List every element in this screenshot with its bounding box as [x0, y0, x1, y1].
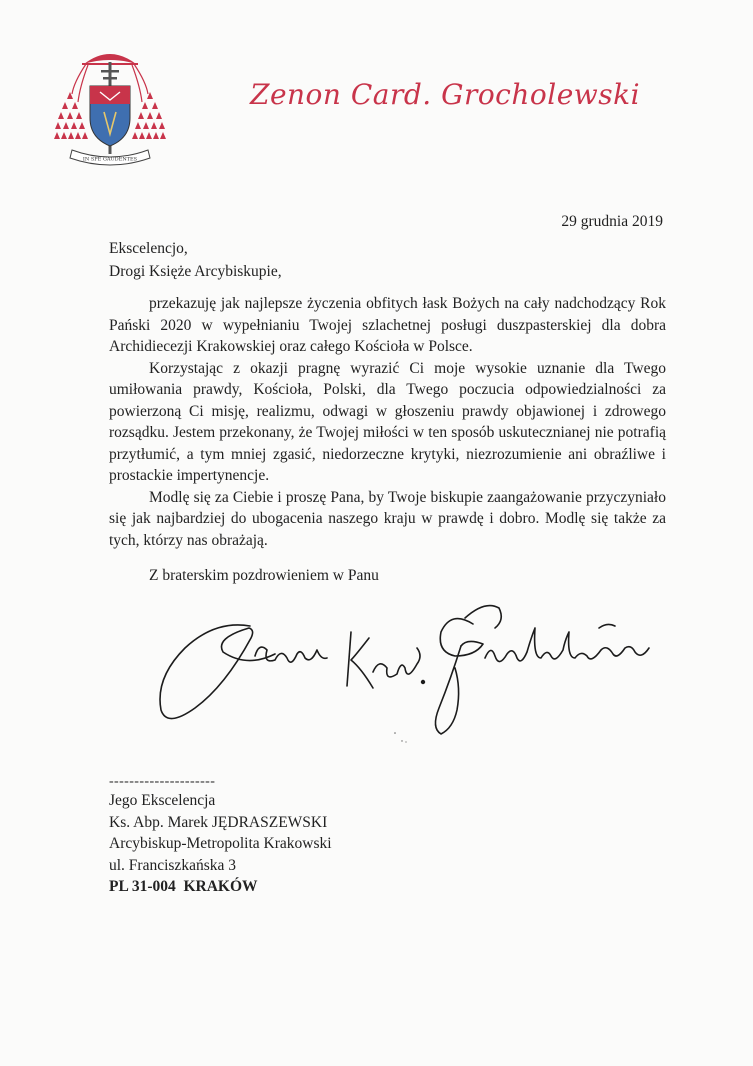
- coat-of-arms-icon: [54, 42, 166, 174]
- handwritten-signature: [155, 598, 660, 743]
- recipient-line: Arcybiskup-Metropolita Krakowski: [109, 835, 332, 852]
- recipient-address: [109, 790, 332, 898]
- letter-date: 29 grudnia 2019: [561, 213, 663, 230]
- closing-line: Z braterskim pozdrowieniem w Panu: [149, 567, 379, 584]
- separator-line: ---------------------: [109, 774, 216, 789]
- salutation: [109, 237, 282, 283]
- recipient-line: Jego Ekscelencja: [109, 792, 216, 809]
- letterhead-name: Zenon Card. Grocholewski: [250, 78, 641, 111]
- coat-motto-text: IN SPE GAUDENTES: [82, 156, 138, 163]
- body-paragraph: przekazuję jak najlepsze życzenia obfitych łask Bożych na cały nadchodzący Rok Pański 2020 w wypełnianiu Twojej szlachetnej posługi duszpasterskiej dla dobra Archidiecezji Krakowskiej oraz całego Kościoła w Polsce.: [109, 295, 666, 355]
- recipient-line: ul. Franciszkańska 3: [109, 856, 236, 874]
- letter-body: [109, 293, 666, 551]
- recipient-city-line: PL 31-004 KRAKÓW: [109, 878, 258, 895]
- ink-speck-icon: [392, 730, 412, 744]
- recipient-line: Ks. Abp. Marek JĘDRASZEWSKI: [109, 813, 328, 831]
- body-paragraph: Korzystając z okazji pragnę wyrazić Ci moje wysokie uznanie dla Twego umiłowania prawdy, Kościoła, Polski, dla Twego poczucia odpowiedzialności za powierzoną Ci misję, realizmu, odwagi w głoszeniu prawdy objawionej i zdrowego rozsądku. Jestem przekonany, że Twojej miłości w ten sposób uskutecznianej nie potrafią przytłumić, a tym mniej zgasić, niedorzeczne krytyki, niezrozumienie ani obraźliwe i prostackie impertynencje.: [109, 359, 666, 484]
- salutation-line: Ekscelencjo,: [109, 240, 188, 257]
- body-paragraph: Modlę się za Ciebie i proszę Pana, by Twoje biskupie zaangażowanie przyczyniało się jak najbardziej do ubogacenia naszego kraju w prawdę i dobro. Modlę się także za tych, którzy nas obrażają.: [109, 488, 666, 549]
- salutation-line: Drogi Księże Arcybiskupie,: [109, 263, 282, 280]
